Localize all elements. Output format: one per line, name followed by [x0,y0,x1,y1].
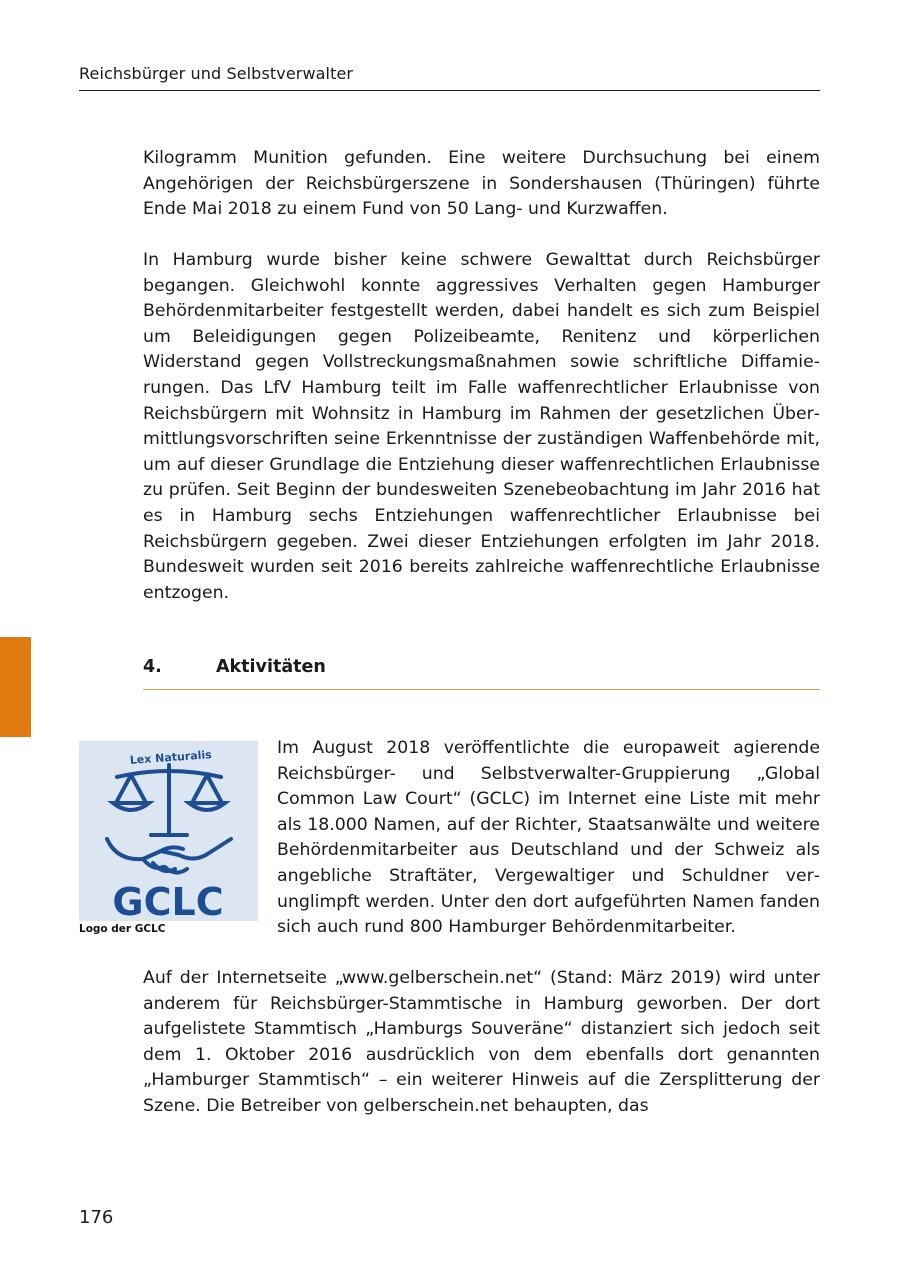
paragraph-gewalt-hamburg: In Hamburg wurde bisher keine schwere Gewalttat durch Reichsbürger begangen. Gleichwohl konnte aggressives Verhalten gegen Hamburger Behördenmitarbeiter festgestellt werden, dabei handelt es sich zum Beispiel um Beleidigungen gegen Polizeibeamte, Renitenz und körperlichen Widerstand gegen Vollstreckungsmaßnahmen sowie schriftliche Diffamierungen. Das LfV Hamburg teilt im Falle waffenrechtlicher Erlaubnisse von Reichsbürgern mit Wohnsitz in Hamburg im Rahmen der gesetzlichen Übermittlungsvorschriften seine Erkenntnisse der zuständigen Waffenbehörde mit, um auf dieser Grundlage die Entziehung dieser waffenrechtlichen Erlaubnisse zu prüfen. Seit Beginn der bundesweiten Szenebeobachtung im Jahr 2016 hat es in Hamburg sechs Entziehungen waffenrechtlicher Erlaubnisse bei Reichsbürgern gegeben. Zwei dieser Entziehungen erfolgten im Jahr 2018. Bundesweit wurden seit 2016 bereits zahlreiche waffenrechtliche Erlaubnisse entzogen. [143,250,820,603]
paragraph-gelberschein: Auf der Internetseite „www.gelberschein.net“ (Stand: März 2019) wird unter anderem für Reichsbürger-Stammtische in Hamburg geworben. Der dort aufgelistete Stammtisch „Hamburgs Souveräne“ distanziert sich jedoch seit dem 1. Oktober 2016 ausdrücklich von dem ebenfalls dort genannten „Hamburger Stammtisch“ – ein weiterer Hinweis auf die Zersplitterung der Szene. Die Betreiber von gelberschein.net behaupten, das [143,968,820,1116]
gclc-logo [79,741,258,921]
page-number: 176 [79,1207,114,1228]
logo-caption: Logo der GCLC [79,923,166,935]
section-rule [143,689,820,690]
section-number: 4. [143,657,162,677]
header-rule [79,90,820,91]
paragraph-munition-fund: Kilogramm Munition gefunden. Eine weitere Durchsuchung bei einem Angehörigen der Reichsbürgerszene in Sondershausen (Thüringen) führte Ende Mai 2018 zu einem Fund von 50 Lang- und Kurzwaffen. [143,148,820,220]
section-title: Aktivitäten [216,657,326,677]
logo-motto: Lex Naturalis [129,748,213,767]
section-heading [143,657,820,677]
running-header: Reichsbürger und Selbstverwalter [79,64,354,83]
logo-acronym: GCLC [112,880,224,921]
gclc-logo-image [79,741,258,921]
paragraph-gclc-liste: Im August 2018 veröffentlichte die europaweit agierende Reichsbürger- und Selbstverwalter-Gruppierung „Global Common Law Court“ (GCLC) im Internet eine Liste mit mehr als 18.000 Namen, auf der Richter, Staatsanwälte und weitere Behördenmitarbeiter aus Deutschland und der Schweiz als angebliche Straftäter, Vergewaltiger und Schuldner verunglimpft werden. Unter den dort aufgeführten Namen fanden sich auch rund 800 Hamburger Behördenmitarbeiter. [277,738,820,938]
chapter-tab-marker [0,637,31,737]
